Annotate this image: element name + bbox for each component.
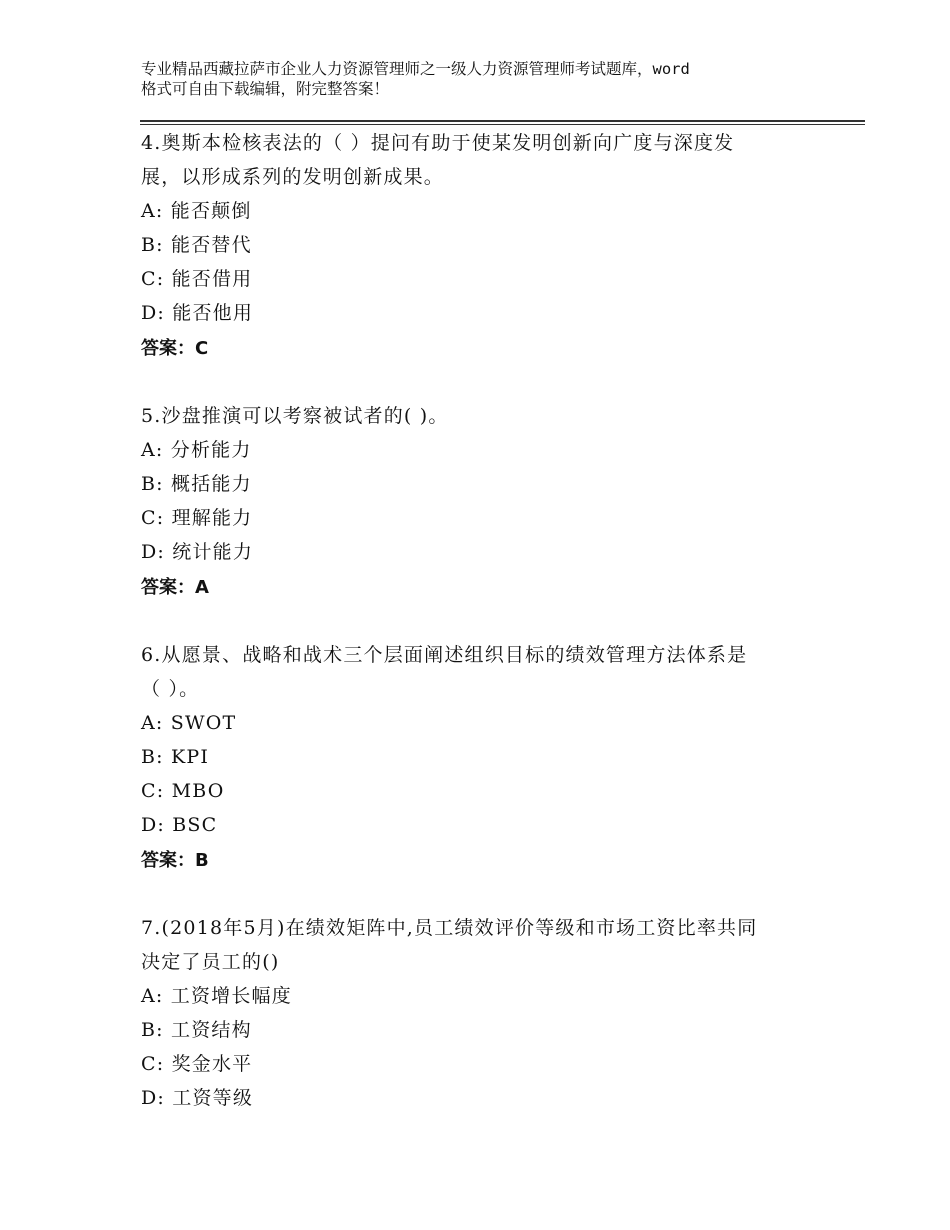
question-6-option-a: A: SWOT [141,712,237,734]
header-line-2: 格式可自由下载编辑，附完整答案！ [141,80,390,98]
question-4-stem-line-2: 展，以形成系列的发明创新成果。 [141,166,445,188]
question-7-stem-line-2: 决定了员工的() [141,951,280,973]
question-7-option-d: D: 工资等级 [141,1087,254,1109]
question-4-option-a: A: 能否颠倒 [141,200,252,222]
question-7-option-b: B: 工资结构 [141,1019,252,1041]
question-5-answer: 答案：A [141,577,209,598]
question-6-stem-line-2: （ ）。 [141,678,200,700]
header-divider-thick [140,120,865,122]
question-5-option-a: A: 分析能力 [141,439,252,461]
question-6-option-d: D: BSC [141,814,218,836]
question-5-option-d: D: 统计能力 [141,541,254,563]
question-6-answer: 答案：B [141,850,209,871]
question-7-stem-line-1: 7.(2018年5月)在绩效矩阵中,员工绩效评价等级和市场工资比率共同 [141,917,758,939]
question-6-option-c: C: MBO [141,780,225,802]
question-7-option-a: A: 工资增长幅度 [141,985,292,1007]
question-4-option-c: C: 能否借用 [141,268,253,290]
question-6-option-b: B: KPI [141,746,210,768]
header-divider-thin [140,124,865,125]
document-header [141,59,841,99]
question-4-option-b: B: 能否替代 [141,234,252,256]
question-4-answer: 答案：C [141,338,209,359]
question-6-stem-line-1: 6.从愿景、战略和战术三个层面阐述组织目标的绩效管理方法体系是 [141,644,748,666]
question-5-option-b: B: 概括能力 [141,473,252,495]
question-4-stem-line-1: 4.奥斯本检核表法的（ ）提问有助于使某发明创新向广度与深度发 [141,132,735,154]
question-7-option-c: C: 奖金水平 [141,1053,253,1075]
question-5-option-c: C: 理解能力 [141,507,253,529]
question-4-option-d: D: 能否他用 [141,302,254,324]
question-5-stem: 5.沙盘推演可以考察被试者的( )。 [141,405,449,427]
header-line-1: 专业精品西藏拉萨市企业人力资源管理师之一级人力资源管理师考试题库，word [141,60,690,78]
